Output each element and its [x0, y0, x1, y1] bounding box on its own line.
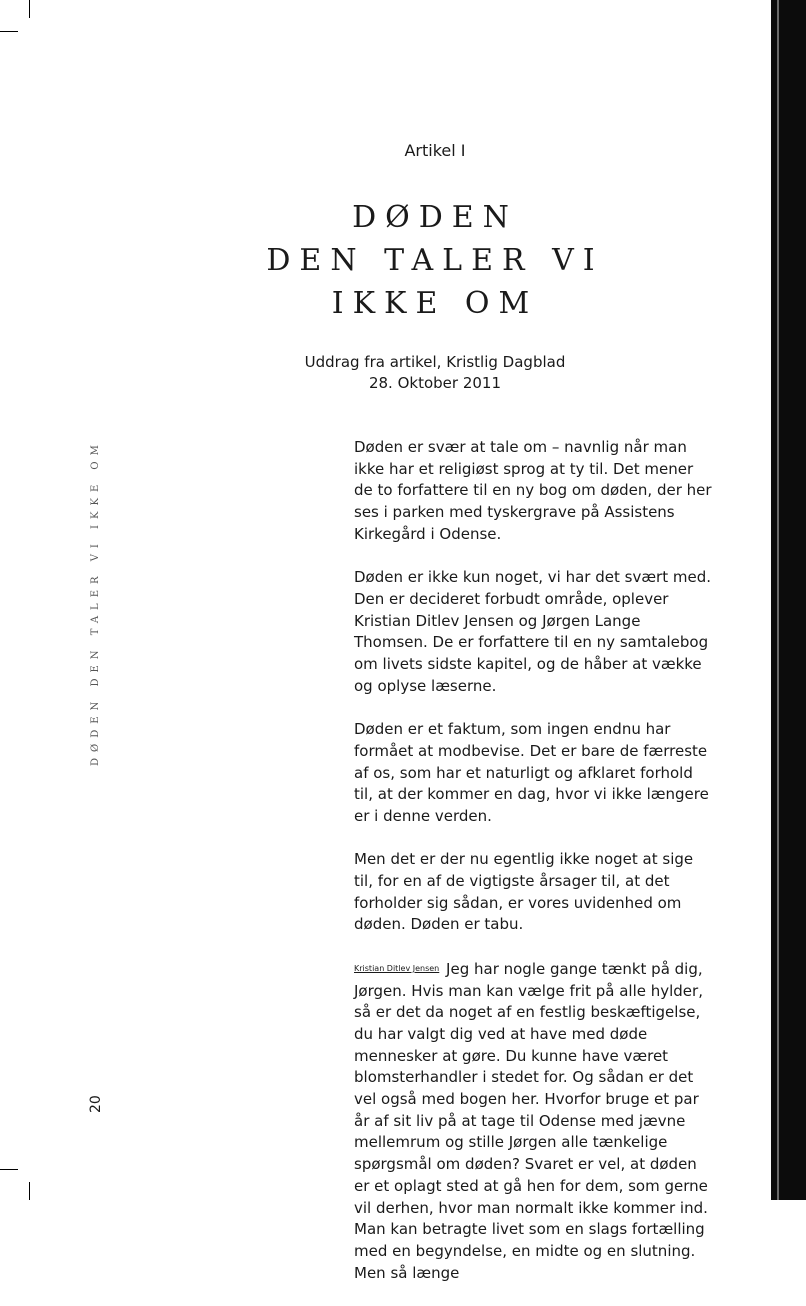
- subtitle-date: 28. Oktober 2011: [368, 374, 502, 392]
- paragraph: Døden er svær at tale om – navnlig når man ikke har et religiøst sprog at ty til. Det mener de to forfattere til en ny bog om døden, der her ses i parken med tyskergrave på Assistens Kirkegård i Odense.: [354, 438, 712, 543]
- paragraph: Døden er ikke kun noget, vi har det svært med. Den er decideret forbudt område, oplever Kristian Ditlev Jensen og Jørgen Lange Thomsen. De er forfattere til en ny samtalebog om livets sidste kapitel, og de håber at vække og oplyse læserne.: [354, 568, 711, 695]
- section-label: Artikel I: [404, 141, 466, 160]
- paragraph: Døden er et faktum, som ingen endnu har formået at modbevise. Det er bare de færreste af os, som har et naturligt og afklaret forhold til, at der kommer en dag, hvor vi ikke længere er i denne verden.: [354, 720, 709, 825]
- crop-mark-top-left: [29, 0, 30, 18]
- dialogue-paragraph: [354, 958, 714, 1285]
- speaker-label: Kristian Ditlev Jensen: [354, 963, 440, 973]
- page-edge-bar: [771, 0, 806, 1200]
- paragraph: Men det er der nu egentlig ikke noget at sige til, for en af de vigtigste årsager til, at det forholder sig sådan, er vores uvidenhed om døden. Døden er tabu.: [354, 850, 694, 934]
- running-head: DØDEN DEN TALER VI IKKE OM: [90, 439, 101, 766]
- dialogue-text: Jeg har nogle gange tænkt på dig, Jørgen. Hvis man kan vælge frit på alle hylder, så er det da noget af en festlig beskæftigelse, du har valgt dig ved at have med døde mennesker at gøre. Du kunne have været blomsterhandler i stedet for. Og sådan er det vel også med bogen her. Hvorfor bruge et par år af sit liv på at tage til Odense med jævne mellemrum og stille Jørgen alle tænkelige spørgsmål om døden? Svaret er vel, at døden er et oplagt sted at gå hen for dem, som gerne vil derhen, hvor man normalt ikke kommer ind. Man kan betragte livet som en slags fortælling med en begyndelse, en midte og en slutning. Men så længe: [354, 959, 708, 1282]
- page-number: 20: [88, 1095, 104, 1113]
- title-line-3: IKKE OM: [331, 286, 539, 321]
- crop-mark-bottom-left: [29, 1182, 30, 1200]
- title-line-2: DEN TALER VI: [266, 243, 604, 278]
- page-title: [250, 196, 620, 325]
- title-line-1: DØDEN: [352, 200, 518, 235]
- article-body: [354, 437, 714, 1306]
- subtitle: [290, 352, 580, 394]
- subtitle-source: Uddrag fra artikel, Kristlig Dagblad: [304, 353, 566, 371]
- crop-mark-left-bottom: [0, 1169, 18, 1170]
- crop-mark-left-top: [0, 31, 18, 32]
